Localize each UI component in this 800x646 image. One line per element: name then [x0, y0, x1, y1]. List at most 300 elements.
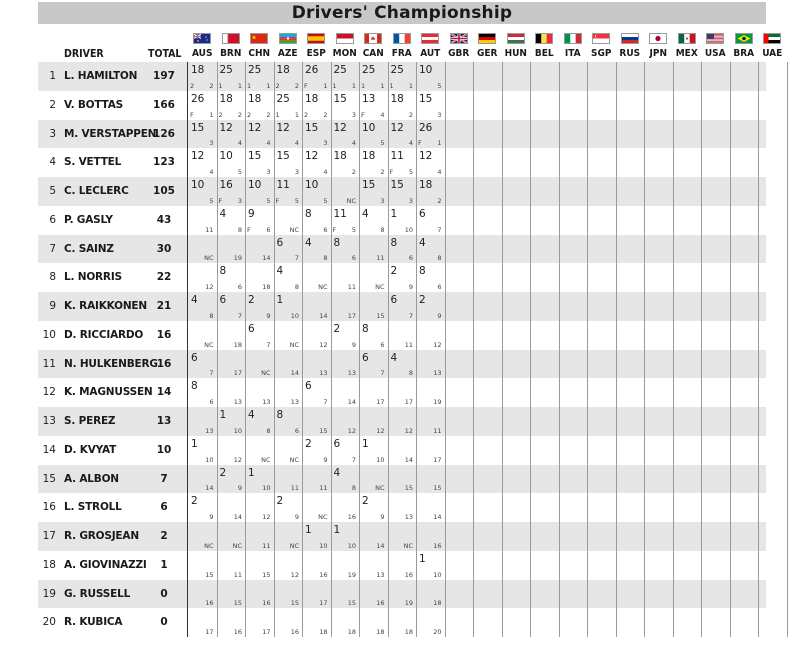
finish-position: 14: [205, 484, 214, 493]
finish-position: 5: [209, 196, 214, 205]
race-result-cell: [388, 493, 417, 522]
race-points: 11: [333, 207, 347, 220]
race-result-cell: [188, 522, 217, 551]
race-result-cell: [188, 321, 217, 350]
finish-position: 12: [404, 426, 413, 435]
finish-position: 12: [347, 426, 356, 435]
finish-position: 11: [205, 225, 214, 234]
finish-position: 9: [294, 513, 299, 521]
finish-position: 19: [233, 254, 242, 263]
table-row: [38, 407, 766, 436]
finish-position: 6: [351, 254, 356, 263]
finish-position: 13: [376, 570, 385, 579]
finish-position: 2: [323, 110, 328, 119]
race-result-cell: [302, 235, 331, 264]
finish-position: 4: [351, 139, 356, 148]
race-header-brn: BRN: [220, 48, 242, 59]
finish-position: 5: [237, 168, 242, 176]
table-row: [38, 321, 766, 350]
flag-azerbaijan-icon: [279, 33, 297, 44]
race-points: 18: [362, 150, 376, 163]
finish-position: 6: [437, 283, 442, 291]
race-result-cell: [302, 436, 331, 465]
flag-australia-icon: [193, 33, 211, 44]
finish-position: 17: [433, 455, 442, 464]
grid-divider: [331, 62, 332, 637]
total-column-header: TOTAL: [148, 48, 182, 60]
finish-position: 10: [433, 570, 442, 579]
flag-germany-icon: [478, 33, 496, 44]
race-points: 8: [419, 265, 426, 278]
table-row: [38, 120, 766, 149]
driver-name: L. HAMILTON: [64, 70, 138, 82]
flag-japan-icon: [649, 33, 667, 44]
finish-position: 10: [347, 541, 356, 550]
race-result-cell: [359, 551, 388, 580]
finish-position: 3: [266, 168, 271, 176]
finish-position: 8: [351, 484, 356, 493]
race-points: 10: [419, 64, 433, 76]
race-result-cell: [217, 493, 246, 522]
race-result-cell: [245, 436, 274, 465]
driver-total-points: 10: [156, 443, 172, 456]
finish-position: NC: [318, 513, 328, 521]
finish-position: 11: [262, 541, 271, 550]
race-result-cell: [359, 120, 388, 149]
finish-position: NC: [289, 541, 299, 550]
finish-position: 15: [290, 599, 299, 608]
race-result-cell: [217, 206, 246, 235]
table-row: [38, 62, 766, 91]
finish-position: 8: [209, 311, 214, 320]
finish-position: 7: [237, 311, 242, 320]
race-points: 10: [248, 179, 262, 191]
race-result-cell: [217, 465, 246, 494]
race-points: 6: [191, 351, 198, 364]
driver-name: D. RICCIARDO: [64, 328, 144, 341]
table-row: [38, 206, 766, 235]
race-points: 18: [390, 92, 404, 105]
race-result-cell: [188, 608, 217, 637]
finish-position: 6: [266, 225, 271, 234]
race-result-cell: [416, 580, 445, 609]
qualifying-marker: 1: [361, 81, 366, 90]
flag-monaco-icon: [336, 33, 354, 44]
race-header-esp: ESP: [306, 48, 326, 59]
race-result-cell: [331, 235, 360, 264]
grid-divider: [388, 62, 389, 637]
finish-position: 14: [376, 541, 385, 550]
race-result-cell: [416, 608, 445, 637]
race-points: 2: [276, 495, 284, 508]
finish-position: 6: [408, 254, 413, 263]
finish-position: 12: [205, 283, 214, 291]
finish-position: NC: [403, 541, 413, 550]
driver-name: K. MAGNUSSEN: [64, 386, 153, 399]
table-row: [38, 493, 766, 522]
race-header-gbr: GBR: [448, 48, 470, 59]
driver-name: L. NORRIS: [64, 271, 122, 284]
finish-position: 17: [262, 628, 271, 636]
driver-position: 9: [49, 300, 56, 312]
finish-position: 7: [323, 398, 328, 406]
race-result-cell: [416, 493, 445, 522]
finish-position: 18: [376, 628, 385, 636]
finish-position: 6: [237, 283, 242, 291]
finish-position: 1: [237, 81, 242, 90]
flag-france-icon: [393, 33, 411, 44]
race-result-cell: [388, 292, 417, 321]
finish-position: 5: [380, 139, 385, 148]
driver-total-points: 21: [156, 300, 172, 312]
race-result-cell: [245, 91, 274, 120]
race-result-cell: [188, 177, 217, 206]
race-result-cell: [359, 321, 388, 350]
race-result-cell: [302, 465, 331, 494]
race-points: 4: [419, 236, 426, 249]
qualifying-marker: F: [218, 196, 223, 205]
race-points: 25: [390, 64, 404, 76]
table-row: [38, 580, 766, 609]
race-points: 25: [248, 64, 262, 76]
race-result-cell: [388, 120, 417, 149]
race-result-cell: [331, 436, 360, 465]
race-result-cell: [188, 580, 217, 609]
qualifying-marker: F: [304, 81, 308, 90]
finish-position: 3: [294, 168, 299, 176]
race-points: 12: [191, 150, 205, 163]
race-points: 4: [333, 466, 341, 479]
grid-divider: [587, 62, 588, 637]
finish-position: 8: [237, 225, 242, 234]
driver-position: 13: [42, 415, 56, 427]
driver-position: 19: [42, 587, 56, 600]
race-header-mex: MEX: [675, 48, 698, 59]
race-result-cell: [331, 321, 360, 350]
race-points: 8: [333, 236, 341, 249]
driver-total-points: 0: [160, 587, 168, 600]
qualifying-marker: F: [332, 225, 337, 234]
race-result-cell: [388, 62, 417, 91]
race-result-cell: [302, 263, 331, 292]
finish-position: 1: [437, 139, 442, 148]
race-result-cell: [217, 91, 246, 120]
driver-total-points: 14: [156, 386, 172, 399]
race-result-cell: [388, 522, 417, 551]
driver-name: P. GASLY: [64, 213, 113, 226]
race-result-cell: [388, 407, 417, 436]
race-result-cell: [359, 350, 388, 379]
race-result-cell: [416, 91, 445, 120]
grid-divider: [302, 62, 303, 637]
finish-position: 18: [347, 628, 356, 636]
finish-position: 2: [266, 110, 271, 119]
qualifying-marker: 1: [275, 110, 280, 119]
race-result-cell: [359, 62, 388, 91]
qualifying-marker: 2: [304, 110, 309, 119]
finish-position: 11: [290, 484, 299, 493]
race-result-cell: [188, 292, 217, 321]
qualifying-marker: 1: [218, 81, 223, 90]
race-points: 6: [390, 294, 398, 306]
race-result-cell: [217, 522, 246, 551]
race-result-cell: [274, 235, 303, 264]
race-result-cell: [302, 120, 331, 149]
race-result-cell: [302, 378, 331, 407]
grid-divider: [787, 62, 788, 637]
driver-position: 4: [49, 156, 56, 169]
race-result-cell: [274, 148, 303, 177]
grid-divider: [758, 62, 759, 637]
race-points: 18: [305, 92, 319, 105]
finish-position: 12: [290, 570, 299, 579]
finish-position: 13: [433, 369, 442, 378]
finish-position: 1: [380, 81, 385, 90]
finish-position: NC: [289, 455, 299, 464]
race-result-cell: [331, 378, 360, 407]
race-points: 1: [305, 524, 312, 536]
race-points: 1: [333, 524, 341, 536]
grid-divider: [616, 62, 617, 637]
finish-position: 17: [404, 398, 413, 406]
grid-divider: [416, 62, 417, 637]
finish-position: 10: [205, 455, 214, 464]
race-result-cell: [416, 350, 445, 379]
race-result-cell: [388, 263, 417, 292]
driver-name: L. STROLL: [64, 501, 122, 514]
finish-position: 14: [319, 311, 328, 320]
race-result-cell: [359, 206, 388, 235]
race-result-cell: [388, 235, 417, 264]
finish-position: 2: [380, 168, 385, 176]
finish-position: 16: [319, 570, 328, 579]
finish-position: 1: [408, 81, 413, 90]
finish-position: 1: [351, 81, 356, 90]
driver-total-points: 16: [156, 357, 172, 370]
race-result-cell: [274, 608, 303, 637]
grid-divider: [245, 62, 246, 637]
race-result-cell: [302, 321, 331, 350]
finish-position: 9: [266, 311, 271, 320]
race-result-cell: [331, 91, 360, 120]
finish-position: NC: [318, 283, 328, 291]
finish-position: 2: [237, 110, 242, 119]
race-header-aus: AUS: [192, 48, 213, 59]
driver-total-points: 43: [156, 213, 172, 226]
finish-position: 10: [233, 426, 242, 435]
race-result-cell: [388, 436, 417, 465]
finish-position: 9: [323, 455, 328, 464]
finish-position: 10: [404, 225, 413, 234]
finish-position: 10: [290, 311, 299, 320]
finish-position: 16: [262, 599, 271, 608]
race-points: 8: [191, 380, 198, 393]
finish-position: 6: [323, 225, 328, 234]
race-result-cell: [188, 263, 217, 292]
flag-usa-icon: [706, 33, 724, 44]
race-points: 18: [333, 150, 347, 163]
finish-position: 8: [323, 254, 328, 263]
driver-name: C. SAINZ: [64, 242, 114, 255]
qualifying-marker: 1: [247, 81, 252, 90]
race-points: 4: [248, 409, 255, 421]
finish-position: 18: [433, 599, 442, 608]
race-points: 12: [305, 150, 319, 163]
race-result-cell: [359, 91, 388, 120]
race-result-cell: [245, 62, 274, 91]
finish-position: 1: [209, 110, 214, 119]
race-points: 26: [419, 121, 433, 134]
driver-name: S. VETTEL: [64, 156, 122, 169]
race-points: 8: [219, 265, 227, 278]
race-result-cell: [302, 177, 331, 206]
finish-position: 7: [380, 369, 385, 378]
race-result-cell: [331, 177, 360, 206]
race-points: 6: [362, 351, 369, 364]
race-points: 26: [191, 92, 205, 105]
driver-position: 1: [49, 70, 56, 82]
finish-position: 8: [266, 426, 271, 435]
driver-position: 18: [42, 558, 56, 571]
race-points: 15: [248, 150, 262, 163]
race-points: 15: [419, 92, 433, 105]
race-result-cell: [188, 206, 217, 235]
qualifying-marker: F: [389, 168, 394, 176]
finish-position: NC: [204, 340, 214, 349]
finish-position: 3: [351, 110, 356, 119]
finish-position: 13: [233, 398, 242, 406]
race-result-cell: [302, 608, 331, 637]
finish-position: 6: [294, 426, 299, 435]
driver-total-points: 13: [156, 415, 172, 427]
race-result-cell: [302, 522, 331, 551]
race-result-cell: [359, 177, 388, 206]
race-points: 6: [305, 380, 312, 393]
finish-position: 11: [433, 426, 442, 435]
driver-total-points: 166: [153, 98, 175, 111]
race-header-ger: GER: [477, 48, 498, 59]
finish-position: 12: [433, 340, 442, 349]
finish-position: 15: [404, 484, 413, 493]
finish-position: 11: [347, 283, 356, 291]
race-points: 2: [390, 265, 398, 278]
flag-hungary-icon: [507, 33, 525, 44]
finish-position: 4: [408, 139, 413, 148]
driver-name: R. GROSJEAN: [64, 530, 139, 542]
race-result-cell: [331, 493, 360, 522]
grid-divider: [473, 62, 474, 637]
race-points: 4: [219, 207, 227, 220]
race-points: 18: [276, 64, 290, 76]
driver-position: 5: [49, 185, 56, 197]
race-header-aze: AZE: [277, 48, 298, 59]
finish-position: 2: [351, 168, 356, 176]
finish-position: 15: [205, 570, 214, 579]
finish-position: 15: [433, 484, 442, 493]
grid-divider: [217, 62, 218, 637]
race-result-cell: [416, 436, 445, 465]
finish-position: 17: [376, 398, 385, 406]
finish-position: 4: [209, 168, 214, 176]
race-points: 8: [276, 409, 284, 421]
finish-position: 4: [237, 139, 242, 148]
finish-position: 9: [351, 340, 356, 349]
finish-position: NC: [232, 541, 242, 550]
finish-position: 13: [262, 398, 271, 406]
finish-position: 13: [319, 369, 328, 378]
race-result-cell: [388, 321, 417, 350]
race-points: 1: [362, 437, 369, 450]
race-points: 4: [362, 207, 369, 220]
race-points: 25: [276, 92, 290, 105]
race-result-cell: [245, 608, 274, 637]
race-result-cell: [359, 235, 388, 264]
race-result-cell: [188, 62, 217, 91]
table-row: [38, 91, 766, 120]
table-row: [38, 292, 766, 321]
race-result-cell: [245, 206, 274, 235]
finish-position: 5: [294, 196, 299, 205]
driver-position: 6: [49, 213, 56, 226]
finish-position: 16: [233, 628, 242, 636]
race-result-cell: [359, 493, 388, 522]
race-result-cell: [416, 465, 445, 494]
race-result-cell: [274, 378, 303, 407]
race-points: 2: [191, 495, 198, 508]
finish-position: 16: [347, 513, 356, 521]
finish-position: 3: [408, 196, 413, 205]
race-points: 4: [305, 236, 312, 249]
race-points: 6: [333, 437, 341, 450]
race-result-cell: [416, 263, 445, 292]
finish-position: 16: [404, 570, 413, 579]
finish-position: 13: [347, 369, 356, 378]
race-result-cell: [416, 292, 445, 321]
race-points: 8: [362, 322, 369, 335]
race-result-cell: [388, 378, 417, 407]
finish-position: 4: [294, 139, 299, 148]
flag-russia-icon: [621, 33, 639, 44]
race-header-mon: MON: [332, 48, 357, 59]
race-result-cell: [217, 177, 246, 206]
qualifying-marker: F: [361, 110, 365, 119]
driver-column-header: DRIVER: [64, 48, 104, 60]
race-points: 15: [191, 121, 205, 134]
finish-position: 9: [408, 283, 413, 291]
finish-position: 3: [237, 196, 242, 205]
race-result-cell: [359, 263, 388, 292]
driver-total-points: 123: [153, 156, 175, 169]
race-points: 2: [248, 294, 255, 306]
race-result-cell: [188, 465, 217, 494]
qualifying-marker: F: [190, 110, 194, 119]
finish-position: 2: [294, 81, 299, 90]
finish-position: 2: [209, 81, 214, 90]
finish-position: 10: [262, 484, 271, 493]
race-points: 15: [276, 150, 290, 163]
race-result-cell: [302, 580, 331, 609]
flag-spain-icon: [307, 33, 325, 44]
finish-position: 12: [262, 513, 271, 521]
race-result-cell: [217, 292, 246, 321]
finish-position: 15: [347, 599, 356, 608]
finish-position: 7: [266, 340, 271, 349]
race-result-cell: [217, 62, 246, 91]
driver-name: V. BOTTAS: [64, 98, 123, 111]
race-points: 8: [390, 236, 398, 249]
race-header-uae: UAE: [762, 48, 783, 59]
finish-position: 9: [209, 513, 214, 521]
